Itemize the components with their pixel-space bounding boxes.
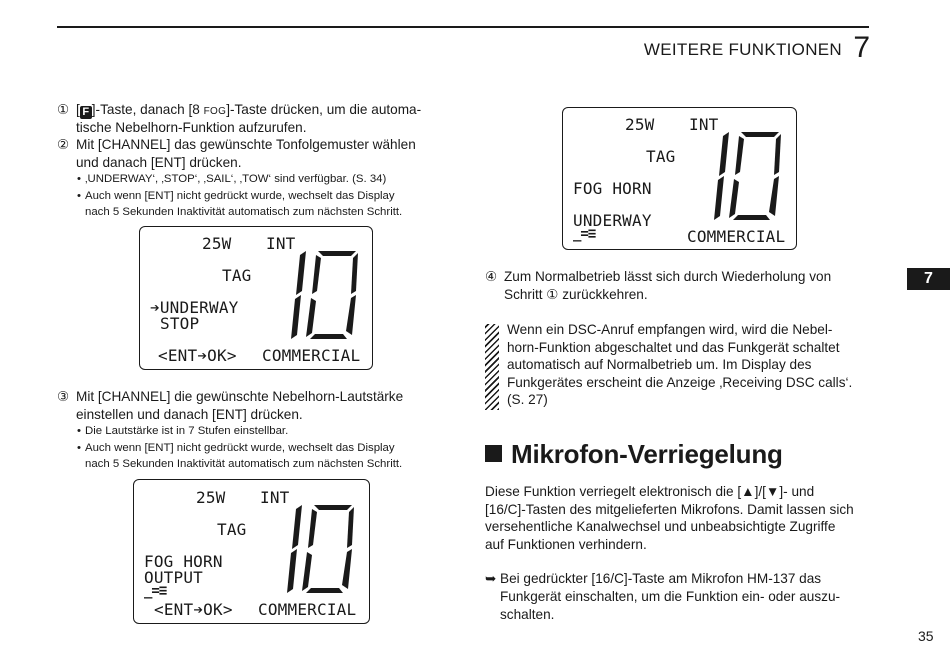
lcd-bottom-right: COMMERCIAL (258, 600, 357, 619)
dsc-note: Wenn ein DSC-Anruf empfangen wird, wird die Nebel- horn-Funktion abgeschaltet und das Funkgerät schaltet automatisch auf Normalbetrieb um. Im Display des Funkgerätes erscheint die Anzeige ‚Receiving DSC calls‘. (S. 27) (507, 322, 853, 408)
lcd-power: 25W (625, 115, 655, 134)
lcd-mode: INT (260, 488, 290, 507)
step-text-line2: und danach [ENT] drücken. (76, 155, 242, 170)
step-text: [ F ]-Taste, danach [8 FOG]-Taste drücken, um die automa- (76, 102, 422, 118)
step-number: ④ (485, 269, 498, 284)
lcd-line2: STOP (160, 314, 200, 333)
step-text: Mit [CHANNEL] die gewünschte Nebelhorn-Lautstärke (76, 389, 404, 404)
chapter-header (560, 30, 870, 66)
lcd-channel-digits (711, 130, 785, 222)
lcd-line1: ➔UNDERWAY (150, 298, 239, 317)
step-text: Zum Normalbetrieb lässt sich durch Wiederholung von (504, 269, 832, 284)
lcd-line1: FOG HORN (144, 552, 223, 571)
lcd-bottom-left: <ENT➔OK> (154, 600, 233, 619)
lcd-bottom-right: COMMERCIAL (687, 227, 786, 246)
lcd-channel-digits (288, 249, 362, 341)
lcd-channel-digits (284, 503, 358, 595)
square-bullet-icon (485, 445, 502, 462)
lcd-display-1 (139, 226, 373, 370)
f-key-icon: F (80, 106, 92, 119)
lcd-power: 25W (196, 488, 226, 507)
header-rule (57, 26, 869, 28)
step-text-line2: tische Nebelhorn-Funktion aufzurufen. (76, 120, 307, 135)
lcd-display-2 (133, 479, 370, 624)
lcd-level-indicator: _=≡ (573, 226, 596, 242)
section-body: Diese Funktion verriegelt elektronisch die [▲]/[▼]- und [16/C]-Tasten des mitgelieferten Mikrofons. Damit lassen sich versehentliche Kanalwechsel und unbeabsichtigte Zugriffe auf Funktionen verhindern. (485, 484, 854, 552)
lcd-tag: TAG (646, 147, 676, 166)
lcd-mode: INT (266, 234, 296, 253)
lcd-line2: UNDERWAY (573, 211, 652, 230)
step-number: ② (57, 137, 70, 152)
step-text-line2: einstellen und danach [ENT] drücken. (76, 407, 303, 422)
step-text: Mit [CHANNEL] das gewünschte Tonfolgemuster wählen (76, 137, 416, 152)
chapter-number: 7 (853, 31, 870, 64)
lcd-tag: TAG (222, 266, 252, 285)
step-number: ③ (57, 389, 70, 404)
lcd-bottom-left: <ENT➔OK> (158, 346, 237, 365)
lcd-line2: OUTPUT (144, 568, 203, 587)
lcd-level-indicator: _=≡ (144, 583, 167, 599)
step-text-line2: Schritt ① zurückkehren. (504, 287, 648, 302)
lcd-display-3 (562, 107, 797, 250)
chapter-side-tab: 7 (907, 268, 950, 290)
chapter-title: WEITERE FUNKTIONEN (643, 40, 842, 59)
page-number: 35 (918, 628, 934, 644)
lcd-tag: TAG (217, 520, 247, 539)
section-heading: Mikrofon-Verriegelung (485, 439, 783, 470)
arrow-icon: ➥ (485, 571, 497, 586)
lcd-line1: FOG HORN (573, 179, 652, 198)
lcd-bottom-right: COMMERCIAL (262, 346, 361, 365)
lcd-power: 25W (202, 234, 232, 253)
note-hatch-icon (485, 324, 499, 410)
step-number: ① (57, 102, 70, 117)
lcd-mode: INT (689, 115, 719, 134)
